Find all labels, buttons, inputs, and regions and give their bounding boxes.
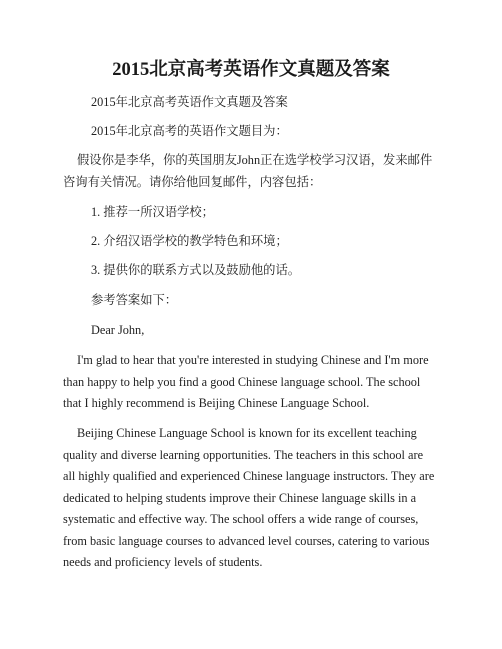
paragraph-prompt [63, 150, 438, 193]
prompt-text: 假设你是李华，你的英国朋友John正在选学校学习汉语，发来邮件咨询有关情况。请你给他回复邮件，内容包括： [63, 153, 433, 189]
paragraph-point-1: 1. 推荐一所汉语学校； [91, 205, 214, 219]
paragraph-answer-intro: 参考答案如下： [91, 293, 178, 307]
paragraph-body-1: I'm glad to hear that you're interested in studying Chinese and I'm more than happy to help you find a good Chinese language school. The school that I highly recommend is Beijing Chinese Language School. [63, 353, 429, 410]
paragraph-salutation: Dear John, [91, 323, 145, 337]
paragraph-point-3: 3. 提供你的联系方式以及鼓励他的话。 [91, 263, 301, 277]
paragraph-body-2: Beijing Chinese Language School is known for its excellent teaching quality and diverse learning opportunities. The teachers in this school are all highly qualified and experienced Chinese language instructors. They are dedicated to helping students improve their Chinese language skills in a systematic and effective way. The school offers a wide range of courses, from basic language courses to advanced level courses, catering to various needs and proficiency levels of students. [63, 426, 435, 569]
paragraph-point-2: 2. 介绍汉语学校的教学特色和环境； [91, 234, 288, 248]
paragraph-subtitle: 2015年北京高考英语作文真题及答案 [91, 95, 288, 109]
paragraph-question-intro: 2015年北京高考的英语作文题目为： [91, 124, 288, 138]
document-title: 2015北京高考英语作文真题及答案 [112, 60, 390, 80]
